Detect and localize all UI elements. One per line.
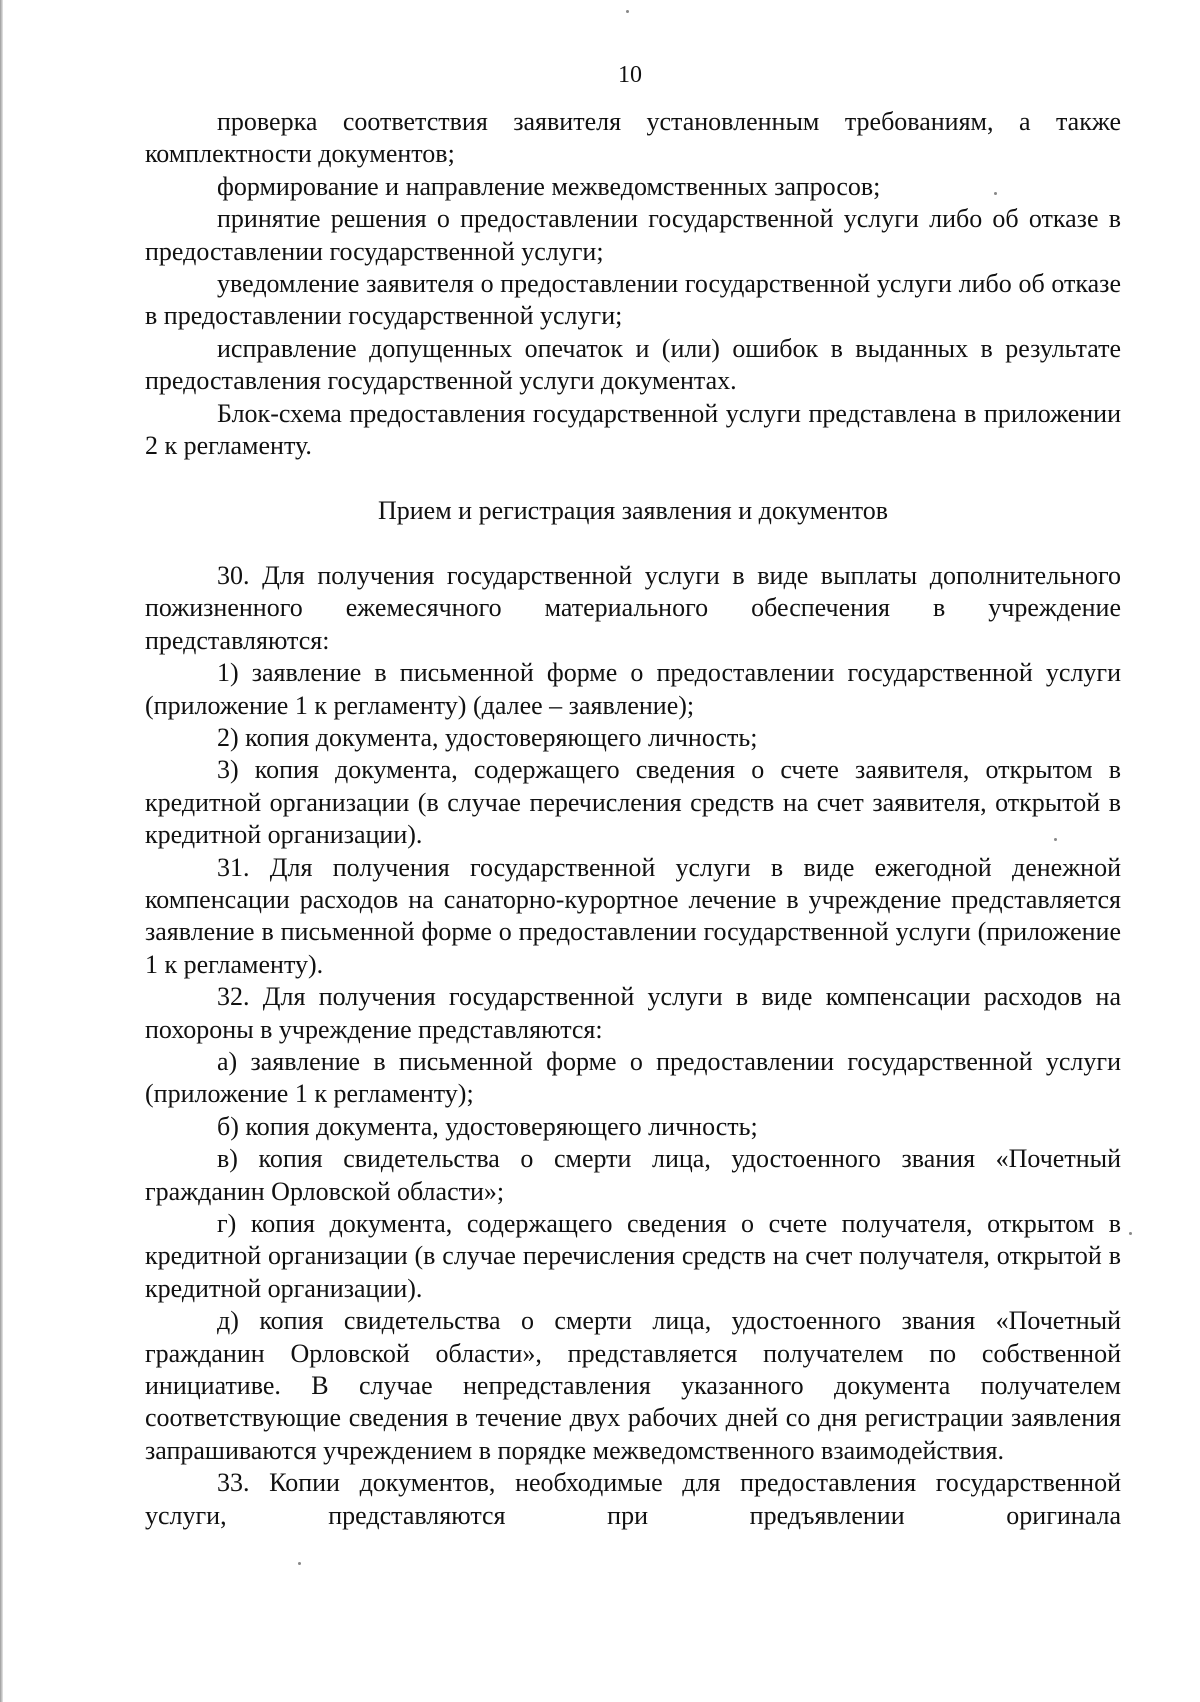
- paragraph: 1) заявление в письменной форме о предоставлении государственной услуги (приложение 1 к регламенту) (далее – заявление);: [145, 658, 1121, 720]
- page-number: 10: [618, 62, 642, 88]
- paragraph: проверка соответствия заявителя установленным требованиям, а также комплектности документов;: [145, 107, 1121, 169]
- paragraph: формирование и направление межведомственных запросов;: [217, 171, 881, 201]
- paragraph: а) заявление в письменной форме о предоставлении государственной услуги (приложение 1 к регламенту);: [145, 1046, 1121, 1109]
- paragraph: принятие решения о предоставлении государственной услуги либо об отказе в предоставлении государственной услуги;: [145, 204, 1121, 266]
- scan-speck: [626, 10, 629, 13]
- paragraph: д) копия свидетельства о смерти лица, удостоенного звания «Почетный гражданин Орловской области», представляется получателем по собственной инициативе. В случае непредставления указанного документа получателем соответствующие сведения в течение двух рабочих дней со дня регистрации заявления запрашиваются учреждением в порядке межведомственного взаимодействия.: [145, 1306, 1121, 1465]
- paragraph: 33. Копии документов, необходимые для предоставления государственной услуги, представляются при предъявлении оригинала: [145, 1468, 1121, 1530]
- paragraph: 31. Для получения государственной услуги в виде ежегодной денежной компенсации расходов на санаторно-курортное лечение в учреждение представляется заявление в письменной форме о предоставлении государственной услуги (приложение 1 к регламенту).: [145, 852, 1121, 979]
- paragraph: уведомление заявителя о предоставлении государственной услуги либо об отказе в предоставлении государственной услуги;: [145, 269, 1121, 331]
- paragraph: 3) копия документа, содержащего сведения о счете заявителя, открытом в кредитной организации (в случае перечисления средств на счет заявителя, открытой в кредитной организации).: [145, 755, 1121, 850]
- paragraph: 2) копия документа, удостоверяющего личность;: [217, 722, 758, 752]
- paragraph: исправление допущенных опечаток и (или) ошибок в выданных в результате предоставления государственной услуги документах.: [145, 333, 1121, 396]
- paragraph: г) копия документа, содержащего сведения о счете получателя, открытом в кредитной организации (в случае перечисления средств на счет получателя, открытой в кредитной организации).: [145, 1209, 1121, 1303]
- paragraph: Блок-схема предоставления государственной услуги представлена в приложении 2 к регламенту.: [145, 398, 1121, 461]
- section-heading: Прием и регистрация заявления и документов: [377, 496, 889, 526]
- paragraph: 30. Для получения государственной услуги в виде выплаты дополнительного пожизненного ежемесячного материального обеспечения в учреждение представляются:: [145, 560, 1121, 655]
- paragraph: 32. Для получения государственной услуги в виде компенсации расходов на похороны в учреждение представляются:: [145, 982, 1121, 1044]
- document-body: [145, 106, 1121, 1532]
- scan-edge: [0, 0, 3, 1702]
- scan-speck: [1129, 1232, 1132, 1235]
- paragraph: б) копия документа, удостоверяющего личность;: [217, 1111, 758, 1141]
- scan-speck: [298, 1562, 301, 1565]
- paragraph: в) копия свидетельства о смерти лица, удостоенного звания «Почетный гражданин Орловской области»;: [145, 1144, 1121, 1206]
